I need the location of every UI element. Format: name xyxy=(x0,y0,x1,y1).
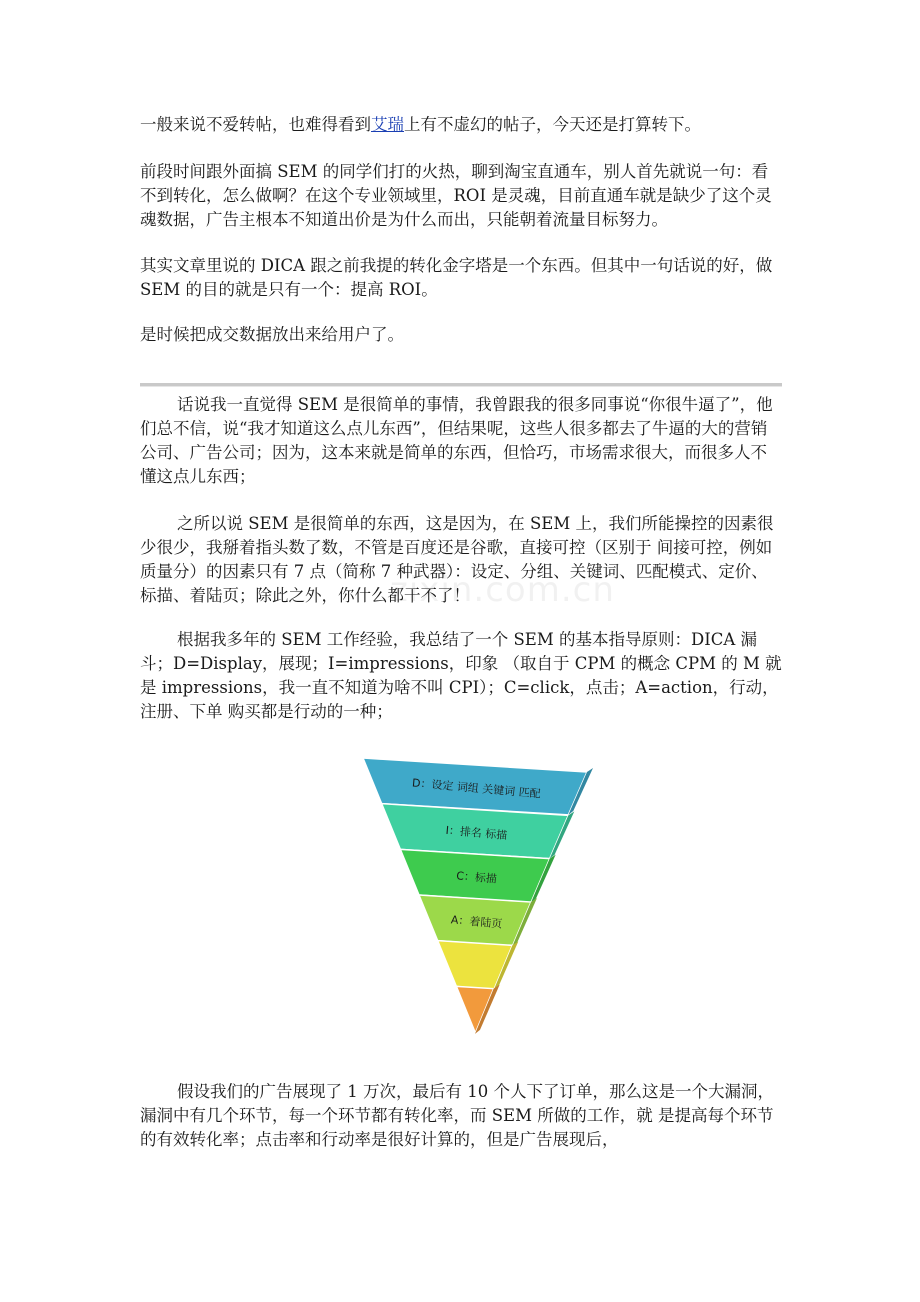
airui-link[interactable]: 艾瑞 xyxy=(371,115,404,134)
section-divider xyxy=(140,383,782,387)
intro-paragraph-4: 是时候把成交数据放出来给用户了。 xyxy=(140,325,404,344)
intro-text-after-link: 上有不虚幻的帖子，今天还是打算转下。 xyxy=(404,115,701,134)
funnel-svg xyxy=(355,750,595,1040)
intro-paragraph-2: 前段时间跟外面搞 SEM 的同学们打的火热，聊到淘宝直通车，别人首先就说一句：看不到转化，怎么做啊？在这个专业领域里，ROI 是灵魂，目前直通车就是缺少了这个灵魂数据，广告主根本不知道出价是为什么而出，只能朝着流量目标努力。 xyxy=(140,162,772,229)
article-paragraph-4: 假设我们的广告展现了 1 万次，最后有 10 个人下了订单，那么这是一个大漏洞，漏洞中有几个环节，每一个环节都有转化率，而 SEM 所做的工作，就 是提高每个环节的有效转化率；点击率和行动率是很好计算的，但是广告展现后， xyxy=(140,1082,774,1149)
article-paragraph-3: 根据我多年的 SEM 工作经验，我总结了一个 SEM 的基本指导原则：DICA 漏斗；D=Display，展现；I=impressions，印象 （取自于 CPM 的概念 CPM 的 M 就是 impressions，我一直不知道为啥不叫 CPI）；C=click，点击；A=action，行动，注册、下单 购买都是行动的一种； xyxy=(140,630,782,721)
article-paragraph-2: 之所以说 SEM 是很简单的东西，这是因为，在 SEM 上，我们所能操控的因素很少很少，我掰着指头数了数，不管是百度还是谷歌，直接可控（区别于 间接可控，例如质量分）的因素只有 7 点（简称 7 种武器）：设定、分组、关键词、匹配模式、定价、标描、着陆页；除此之外，你什么都干不了！ xyxy=(140,514,774,605)
intro-text-before-link: 一般来说不爱转帖，也难得看到 xyxy=(140,115,371,134)
watermark: zixin.com.cn xyxy=(390,570,615,610)
funnel-layer-label-1: D：设定 词组 关键词 匹配 xyxy=(411,776,542,801)
funnel-layer-label-3: C：标描 xyxy=(455,869,498,886)
funnel-layer-label-4: A：着陆页 xyxy=(450,913,503,931)
intro-paragraph-3: 其实文章里说的 DICA 跟之前我提的转化金字塔是一个东西。但其中一句话说的好，做 SEM 的目的就是只有一个：提高 ROI。 xyxy=(140,256,773,299)
article-paragraph-1: 话说我一直觉得 SEM 是很简单的事情，我曾跟我的很多同事说“你很牛逼了”，他们总不信，说“我才知道这么点儿东西”，但结果呢，这些人很多都去了牛逼的大的营销公司、广告公司；因为，这本来就是简单的东西，但恰巧，市场需求很大，而很多人不懂这点儿东西； xyxy=(140,395,773,486)
dica-funnel-diagram xyxy=(355,750,595,1040)
funnel-layer-5 xyxy=(438,941,513,990)
intro-paragraph-1 xyxy=(140,113,782,137)
funnel-layer-label-2: I：排名 标描 xyxy=(445,823,508,843)
